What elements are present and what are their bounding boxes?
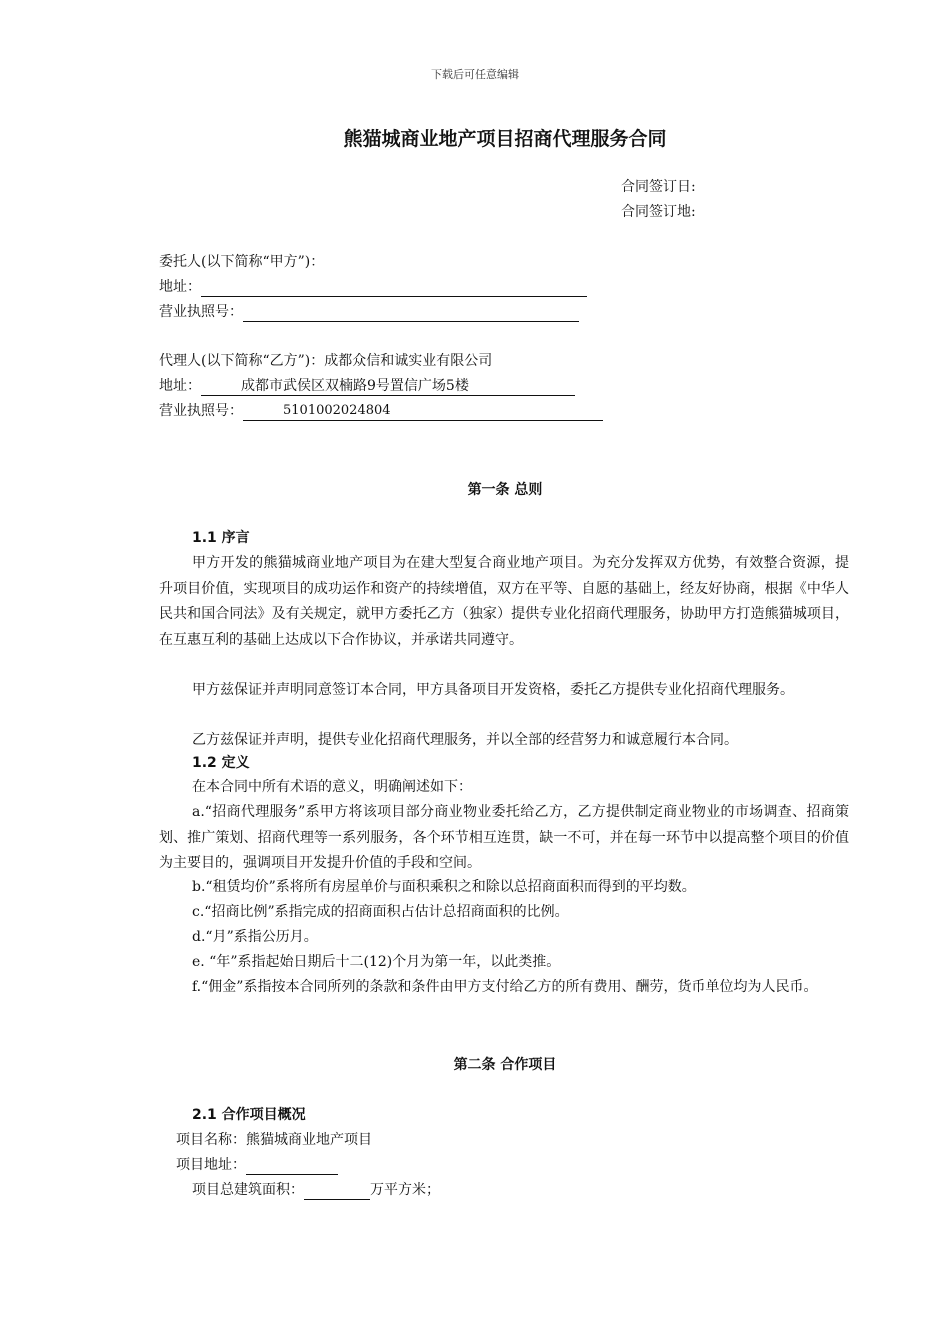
party-b-license-value: 5101002024804: [243, 402, 603, 421]
section-1-1-heading: 1.1 序言: [192, 530, 250, 546]
article-2-heading: 第二条 合作项目: [453, 1057, 557, 1073]
project-area-unit: 万平方米；: [370, 1182, 440, 1198]
definition-f: f.“佣金”系指按本合同所列的条款和条件由甲方支付给乙方的所有费用、酬劳，货币单位均为人民币。: [192, 979, 818, 995]
section-2-1-heading: 2.1 合作项目概况: [192, 1107, 306, 1123]
preface-paragraph-1: 甲方开发的熊猫城商业地产项目为在建大型复合商业地产项目。为充分发挥双方优势，有效整合资源，提升项目价值，实现项目的成功运作和资产的持续增值，双方在平等、自愿的基础上，经友好协商，根据《中华人民共和国合同法》及有关规定，就甲方委托乙方（独家）提供专业化招商代理服务，协助甲方打造熊猫城项目，在互惠互利的基础上达成以下合作协议，并承诺共同遵守。: [159, 555, 849, 648]
project-address-line: [176, 1155, 338, 1175]
project-area-blank: [304, 1183, 370, 1200]
party-b-address-label: 地址：: [159, 378, 201, 394]
party-a-address-label: 地址：: [159, 279, 201, 295]
project-address-blank: [246, 1158, 338, 1175]
project-area-line: [192, 1180, 440, 1200]
party-b-address-value: 成都市武侯区双楠路9号置信广场5楼: [201, 377, 575, 396]
party-a-license-blank: [243, 305, 579, 322]
party-b-label: 代理人(以下简称“乙方”)：成都众信和诚实业有限公司: [159, 353, 493, 369]
sign-date-label: 合同签订日:: [621, 179, 696, 195]
header-note: 下载后可任意编辑: [431, 68, 519, 81]
article-1-heading: 第一条 总则: [467, 482, 543, 498]
project-address-label: 项目地址：: [176, 1157, 246, 1173]
party-b-address-line: [159, 376, 575, 396]
contract-title: 熊猫城商业地产项目招商代理服务合同: [343, 128, 667, 150]
party-a-address-blank: [201, 280, 587, 297]
project-area-label: 项目总建筑面积：: [192, 1182, 304, 1198]
section-1-2-heading: 1.2 定义: [192, 755, 250, 771]
party-a-license-line: [159, 302, 579, 322]
party-b-license-line: [159, 401, 603, 421]
party-a-license-label: 营业执照号：: [159, 304, 243, 320]
definition-b: b.“租赁均价”系将所有房屋单价与面积乘积之和除以总招商面积而得到的平均数。: [192, 879, 696, 895]
preface-paragraph-3: 乙方兹保证并声明，提供专业化招商代理服务，并以全部的经营努力和诚意履行本合同。: [192, 732, 738, 748]
sign-place-label: 合同签订地:: [621, 204, 696, 220]
party-b-license-label: 营业执照号：: [159, 403, 243, 419]
preface-paragraph-2: 甲方兹保证并声明同意签订本合同，甲方具备项目开发资格，委托乙方提供专业化招商代理服务。: [192, 682, 794, 698]
project-name-line: 项目名称：熊猫城商业地产项目: [176, 1132, 372, 1148]
definition-a: a.“招商代理服务”系甲方将该项目部分商业物业委托给乙方，乙方提供制定商业物业的市场调查、招商策划、推广策划、招商代理等一系列服务，各个环节相互连贯，缺一不可，并在每一环节中以提高整个项目的价值为主要目的，强调项目开发提升价值的手段和空间。: [159, 804, 849, 871]
definition-e: e. “年”系指起始日期后十二(12)个月为第一年，以此类推。: [192, 954, 561, 970]
party-a-label: 委托人(以下简称“甲方”)：: [159, 254, 325, 270]
definition-d: d.“月”系指公历月。: [192, 929, 318, 945]
definition-c: c.“招商比例”系指完成的招商面积占估计总招商面积的比例。: [192, 904, 569, 920]
definitions-intro: 在本合同中所有术语的意义，明确阐述如下：: [192, 779, 472, 795]
party-a-address-line: [159, 277, 587, 297]
